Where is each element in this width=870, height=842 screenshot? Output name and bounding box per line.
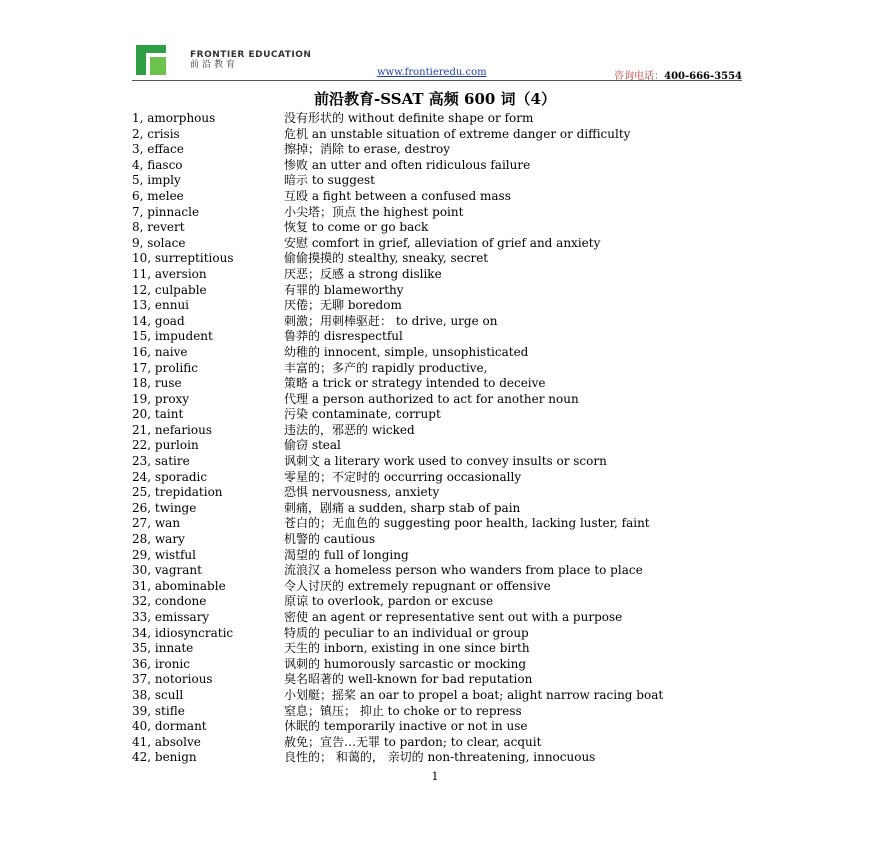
vocabulary-definition: 机警的 cautious [284, 532, 376, 547]
logo-text-cn: 前沿教育 [190, 60, 239, 70]
vocabulary-term: 23, satire [132, 454, 190, 469]
vocabulary-row [132, 750, 752, 766]
vocabulary-definition: 小尖塔；顶点 the highest point [284, 204, 464, 219]
page-number: 1 [431, 770, 439, 783]
vocabulary-row [132, 579, 752, 595]
vocabulary-definition: 代理 a person authorized to act for another noun [284, 391, 579, 406]
vocabulary-row [132, 594, 752, 610]
vocabulary-list [132, 111, 752, 766]
vocabulary-term: 25, trepidation [132, 485, 223, 500]
vocabulary-term: 11, aversion [132, 266, 207, 281]
vocabulary-row [132, 283, 752, 299]
vocabulary-definition: 偷窃 steal [284, 438, 341, 453]
vocabulary-row [132, 127, 752, 143]
vocabulary-row [132, 407, 752, 423]
vocabulary-term: 21, nefarious [132, 422, 213, 437]
vocabulary-row [132, 719, 752, 735]
vocabulary-definition: 鲁莽的 disrespectful [284, 329, 403, 344]
vocabulary-definition: 安慰 comfort in grief, alleviation of grief and anxiety [284, 235, 601, 250]
vocabulary-row [132, 438, 752, 454]
vocabulary-term: 40, dormant [132, 719, 207, 734]
vocabulary-term: 29, wistful [132, 547, 196, 562]
vocabulary-term: 24, sporadic [132, 469, 208, 484]
vocabulary-definition: 污染 contaminate, corrupt [284, 407, 441, 422]
vocabulary-term: 17, prolific [132, 360, 198, 375]
vocabulary-row [132, 329, 752, 345]
vocabulary-term: 41, absolve [132, 734, 201, 749]
header-rule [132, 80, 742, 81]
vocabulary-row [132, 610, 752, 626]
vocabulary-row [132, 548, 752, 564]
vocabulary-term: 33, emissary [132, 610, 210, 624]
vocabulary-definition: 刺激；用刺棒驱赶： to drive, urge on [284, 313, 498, 328]
vocabulary-row [132, 657, 752, 673]
page-header [132, 40, 742, 80]
vocabulary-definition: 暗示 to suggest [284, 173, 376, 188]
vocabulary-row [132, 314, 752, 330]
vocabulary-row [132, 236, 752, 252]
vocabulary-row [132, 142, 752, 158]
vocabulary-term: 42, benign [132, 750, 197, 765]
vocabulary-definition: 赦免；宣告…无罪 to pardon; to clear, acquit [284, 734, 542, 749]
vocabulary-definition: 原谅 to overlook, pardon or excuse [284, 594, 494, 609]
website-link[interactable]: www.frontieredu.com [377, 67, 487, 78]
frontier-education-logo [136, 45, 311, 75]
vocabulary-definition: 特质的 peculiar to an individual or group [284, 625, 529, 640]
vocabulary-row [132, 376, 752, 392]
vocabulary-term: 32, condone [132, 594, 207, 609]
vocabulary-definition: 密使 an agent or representative sent out with a purpose [284, 610, 623, 624]
vocabulary-definition: 讽刺文 a literary work used to convey insults or scorn [284, 454, 607, 469]
vocabulary-definition: 令人讨厌的 extremely repugnant or offensive [284, 578, 551, 593]
vocabulary-term: 7, pinnacle [132, 204, 200, 219]
vocabulary-definition: 良性的； 和蔼的， 亲切的 non-threatening, innocuous [284, 750, 596, 765]
vocabulary-row [132, 470, 752, 486]
vocabulary-term: 13, ennui [132, 298, 190, 313]
vocabulary-term: 15, impudent [132, 329, 213, 344]
vocabulary-definition: 危机 an unstable situation of extreme danger or difficulty [284, 126, 631, 141]
vocabulary-term: 3, efface [132, 142, 184, 157]
vocabulary-definition: 擦掉；消除 to erase, destroy [284, 142, 451, 157]
vocabulary-definition: 惨败 an utter and often ridiculous failure [284, 157, 531, 172]
vocabulary-term: 39, stifle [132, 703, 185, 718]
vocabulary-term: 18, ruse [132, 376, 182, 391]
vocabulary-definition: 窒息；镇压； 抑止 to choke or to repress [284, 703, 522, 718]
vocabulary-term: 2, crisis [132, 126, 180, 141]
vocabulary-definition: 厌倦；无聊 boredom [284, 298, 402, 313]
vocabulary-row [132, 626, 752, 642]
vocabulary-term: 12, culpable [132, 282, 207, 297]
vocabulary-row [132, 205, 752, 221]
vocabulary-term: 1, amorphous [132, 111, 216, 125]
vocabulary-row [132, 485, 752, 501]
vocabulary-row [132, 158, 752, 174]
vocabulary-term: 27, wan [132, 516, 181, 531]
vocabulary-definition: 违法的，邪恶的 wicked [284, 422, 415, 437]
vocabulary-row [132, 704, 752, 720]
vocabulary-row [132, 532, 752, 548]
vocabulary-term: 22, purloin [132, 438, 199, 453]
vocabulary-term: 38, scull [132, 687, 184, 702]
vocabulary-term: 9, solace [132, 235, 186, 250]
vocabulary-term: 6, melee [132, 188, 184, 203]
vocabulary-definition: 小划艇；摇桨 an oar to propel a boat; alight narrow racing boat [284, 687, 664, 702]
logo-mark-icon [136, 45, 182, 75]
vocabulary-definition: 渴望的 full of longing [284, 547, 409, 562]
vocabulary-term: 16, naive [132, 344, 188, 359]
vocabulary-definition: 苍白的；无血色的 suggesting poor health, lacking luster, faint [284, 516, 650, 531]
vocabulary-term: 34, idiosyncratic [132, 625, 234, 640]
vocabulary-definition: 刺痛，剧痛 a sudden, sharp stab of pain [284, 500, 521, 515]
vocabulary-row [132, 563, 752, 579]
vocabulary-definition: 厌恶；反感 a strong dislike [284, 266, 442, 281]
logo-text-en: FRONTIER EDUCATION [190, 50, 312, 60]
vocabulary-row [132, 501, 752, 517]
vocabulary-definition: 策略 a trick or strategy intended to deceive [284, 376, 546, 391]
vocabulary-row [132, 641, 752, 657]
vocabulary-definition: 有罪的 blameworthy [284, 282, 404, 297]
vocabulary-definition: 丰富的；多产的 rapidly productive, [284, 360, 488, 375]
vocabulary-row [132, 423, 752, 439]
vocabulary-row [132, 672, 752, 688]
vocabulary-row [132, 173, 752, 189]
vocabulary-row [132, 345, 752, 361]
page-title: 前沿教育-SSAT 高频 600 词（4） [314, 90, 556, 108]
vocabulary-term: 8, revert [132, 220, 185, 235]
vocabulary-row [132, 516, 752, 532]
vocabulary-term: 28, wary [132, 532, 185, 547]
vocabulary-term: 30, vagrant [132, 563, 202, 578]
vocabulary-definition: 零星的；不定时的 occurring occasionally [284, 469, 522, 484]
vocabulary-term: 37, notorious [132, 672, 213, 687]
vocabulary-row [132, 454, 752, 470]
vocabulary-row [132, 251, 752, 267]
vocabulary-definition: 流浪汉 a homeless person who wanders from place to place [284, 563, 643, 578]
vocabulary-term: 14, goad [132, 313, 185, 328]
vocabulary-row [132, 111, 752, 127]
vocabulary-row [132, 189, 752, 205]
vocabulary-definition: 恐惧 nervousness, anxiety [284, 485, 440, 500]
vocabulary-term: 20, taint [132, 407, 184, 422]
vocabulary-definition: 讽刺的 humorously sarcastic or mocking [284, 656, 527, 671]
vocabulary-row [132, 688, 752, 704]
vocabulary-definition: 互殴 a fight between a confused mass [284, 188, 511, 203]
vocabulary-row [132, 361, 752, 377]
vocabulary-term: 5, imply [132, 173, 181, 188]
vocabulary-row [132, 392, 752, 408]
vocabulary-definition: 偷偷摸摸的 stealthy, sneaky, secret [284, 251, 489, 266]
vocabulary-term: 10, surreptitious [132, 251, 234, 266]
vocabulary-definition: 恢复 to come or go back [284, 220, 429, 235]
vocabulary-row [132, 298, 752, 314]
vocabulary-term: 36, ironic [132, 656, 190, 671]
vocabulary-definition: 幼稚的 innocent, simple, unsophisticated [284, 344, 529, 359]
vocabulary-row [132, 267, 752, 283]
vocabulary-row [132, 220, 752, 236]
vocabulary-term: 19, proxy [132, 391, 190, 406]
vocabulary-definition: 臭名昭著的 well-known for bad reputation [284, 672, 533, 687]
vocabulary-definition: 休眠的 temporarily inactive or not in use [284, 719, 528, 734]
vocabulary-definition: 没有形状的 without definite shape or form [284, 111, 534, 125]
vocabulary-row [132, 735, 752, 751]
vocabulary-term: 26, twinge [132, 500, 197, 515]
vocabulary-term: 35, innate [132, 641, 194, 656]
vocabulary-definition: 天生的 inborn, existing in one since birth [284, 641, 530, 656]
phone-label: 咨询电话： [614, 71, 665, 82]
vocabulary-term: 4, fiasco [132, 157, 183, 172]
phone-number: 400-666-3554 [664, 71, 742, 82]
vocabulary-term: 31, abominable [132, 578, 226, 593]
